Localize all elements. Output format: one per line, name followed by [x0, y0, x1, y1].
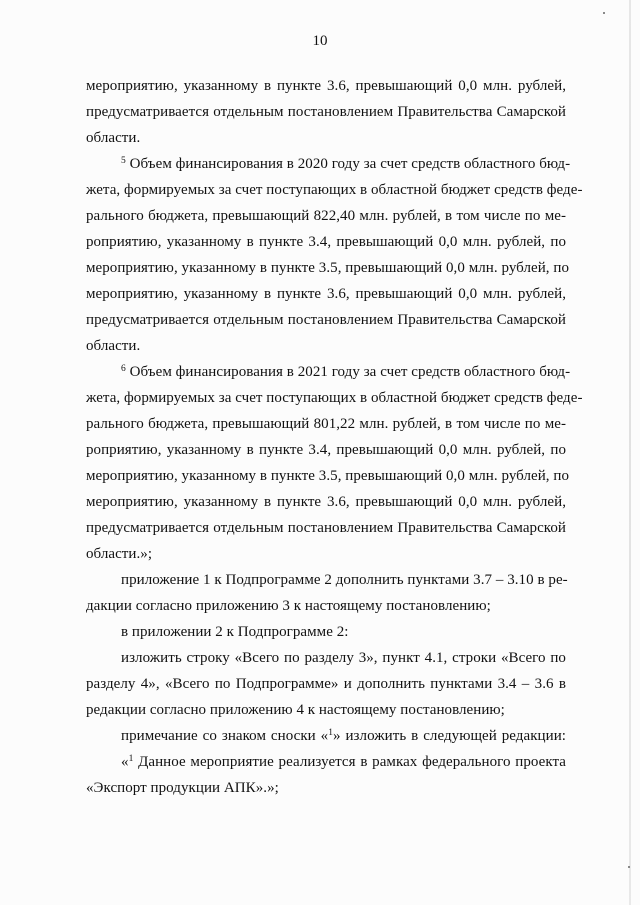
footnote-mark: 1: [128, 754, 134, 764]
text-line: рального бюджета, превышающий 801,22 млн. рублей, в том числе по ме-: [86, 416, 566, 432]
text-line: мероприятию, указанному в пункте 3.6, превышающий 0,0 млн. рублей,: [86, 286, 566, 302]
text-line: изложить строку «Всего по разделу 3», пункт 4.1, строки «Всего по: [121, 650, 566, 666]
text-line: дакции согласно приложению 3 к настоящему постановлению;: [86, 598, 491, 614]
text-line: предусматривается отдельным постановлением Правительства Самарской: [86, 520, 566, 536]
footnote-mark: 5: [121, 156, 126, 166]
text-line: области.: [86, 338, 141, 354]
text-line: мероприятию, указанному в пункте 3.6, превышающий 0,0 млн. рублей,: [86, 78, 566, 94]
text-line: мероприятию, указанному в пункте 3.5, превышающий 0,0 млн. рублей, по: [86, 260, 570, 276]
text-line: роприятию, указанному в пункте 3.4, превышающий 0,0 млн. рублей, по: [86, 234, 566, 250]
text-line: мероприятию, указанному в пункте 3.6, превышающий 0,0 млн. рублей,: [86, 494, 566, 510]
text-line: приложение 1 к Подпрограмме 2 дополнить пунктами 3.7 – 3.10 в ре-: [121, 572, 568, 588]
scan-edge-shadow: [629, 0, 631, 905]
text-line: разделу 4», «Всего по Подпрограмме» и дополнить пунктами 3.4 – 3.6 в: [86, 676, 566, 692]
scan-speck: [628, 866, 630, 868]
footnote-6-first-line: $^6$ Объем финансирования в 2021 году за счет средств областного бюд-: [121, 364, 571, 380]
page-number: 10: [312, 33, 328, 49]
text-line: редакции согласно приложению 4 к настоящему постановлению;: [86, 702, 505, 718]
note-text-first-line: «$^1$ Данное мероприятие реализуется в рамках федерального проекта: [121, 754, 566, 770]
text-line: области.: [86, 130, 141, 146]
text-line: в приложении 2 к Подпрограмме 2:: [121, 624, 349, 640]
text-line: «Экспорт продукции АПК».»;: [86, 780, 279, 796]
footnote-5-first-line: $^5$ Объем финансирования в 2020 году за счет средств областного бюд-: [121, 156, 571, 172]
text-line: области.»;: [86, 546, 153, 562]
text-line: рального бюджета, превышающий 822,40 млн. рублей, в том числе по ме-: [86, 208, 566, 224]
text-line: мероприятию, указанному в пункте 3.5, превышающий 0,0 млн. рублей, по: [86, 468, 570, 484]
text-line: жета, формируемых за счет поступающих в областной бюджет средств феде-: [86, 182, 583, 198]
text-line: предусматривается отдельным постановлением Правительства Самарской: [86, 104, 566, 120]
footnote-mark: 1: [328, 728, 334, 738]
scan-speck: [603, 12, 605, 14]
note-instruction-line: примечание со знаком сноски «$^1$» изложить в следующей редакции:: [121, 728, 566, 744]
text-line: роприятию, указанному в пункте 3.4, превышающий 0,0 млн. рублей, по: [86, 442, 566, 458]
text-line: жета, формируемых за счет поступающих в областной бюджет средств феде-: [86, 390, 583, 406]
footnote-mark: 6: [121, 364, 126, 374]
text-line: предусматривается отдельным постановлением Правительства Самарской: [86, 312, 566, 328]
